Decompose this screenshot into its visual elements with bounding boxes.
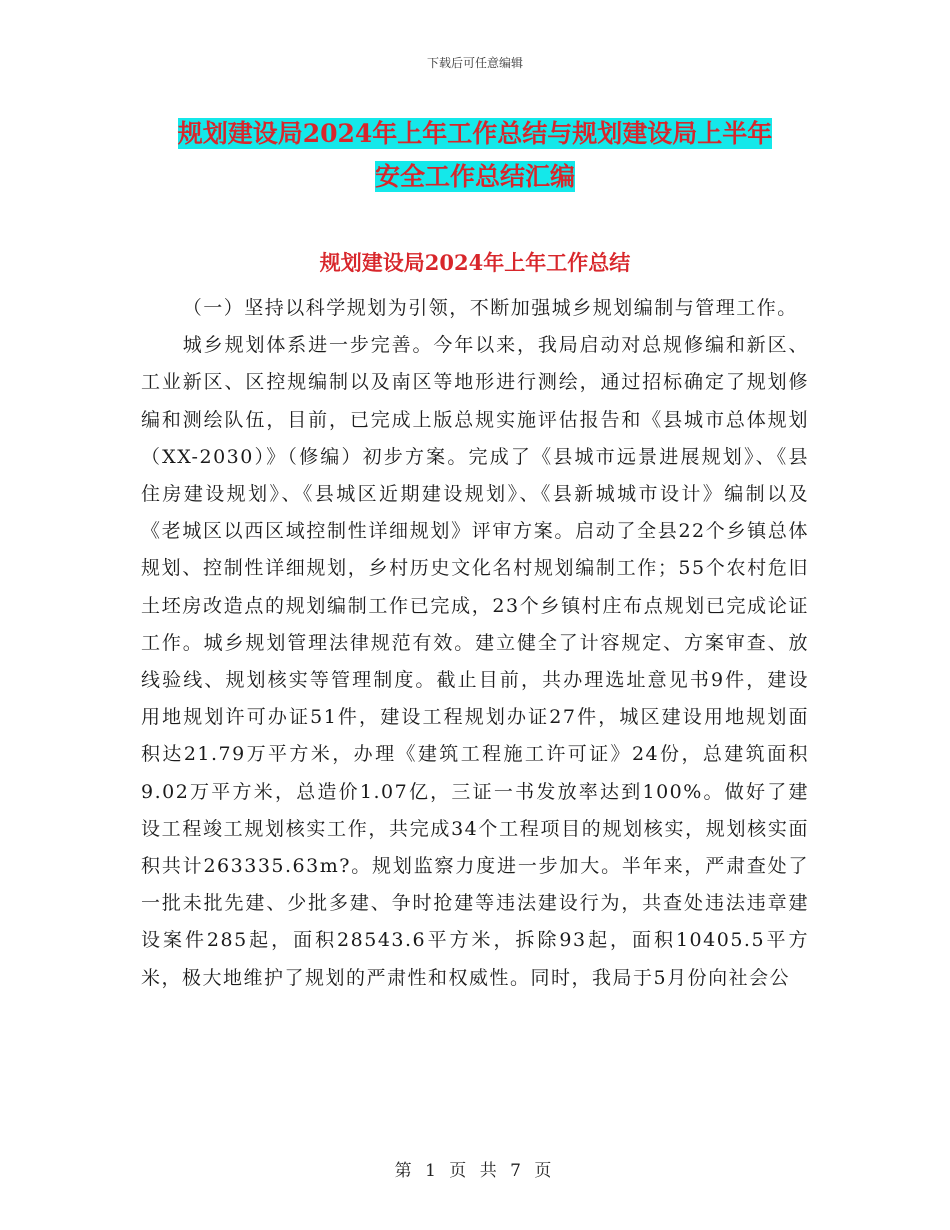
document-title <box>0 112 950 198</box>
paragraph: （一）坚持以科学规划为引领，不断加强城乡规划编制与管理工作。 <box>182 297 798 319</box>
body-text <box>141 290 809 997</box>
document-title-line-2: 安全工作总结汇编 <box>374 162 575 191</box>
paragraph: 城乡规划体系进一步完善。今年以来，我局启动对总规修编和新区、工业新区、区控规编制以及南区等地形进行测绘，通过招标确定了规划修编和测绘队伍，目前，已完成上版总规实施评估报告和《县城市总体规划（XX-2030）》（修编）初步方案。完成了《县城市远景进展规划》、《县住房建设规划》、《县城区近期建设规划》、《县新城城市设计》编制以及《老城区以西区域控制性详细规划》评审方案。启动了全县22个乡镇总体规划、控制性详细规划，乡村历史文化名村规划编制工作；55个农村危旧土坯房改造点的规划编制工作已完成，23个乡镇村庄布点规划已完成论证工作。城乡规划管理法律规范有效。建立健全了计容规定、方案审查、放线验线、规划核实等管理制度。截止目前，共办理选址意见书9件，建设用地规划许可办证51件，建设工程规划办证27件，城区建设用地规划面积达21.79万平方米，办理《建筑工程施工许可证》24份，总建筑面积9.02万平方米，总造价1.07亿，三证一书发放率达到100%。做好了建设工程竣工规划核实工作，共完成34个工程项目的规划核实，规划核实面积共计263335.63m?。规划监察力度进一步加大。半年来，严肃查处了一批未批先建、少批多建、争时抢建等违法建设行为，共查处违法违章建设案件285起，面积28543.6平方米，拆除93起，面积10405.5平方米，极大地维护了规划的严肃性和权威性。同时，我局于5月份向社会公 <box>141 334 809 989</box>
document-title-line-1: 规划建设局2024年上年工作总结与规划建设局上半年 <box>177 119 773 148</box>
header-note: 下载后可任意编辑 <box>426 56 523 70</box>
page-footer: 第 1 页 共 7 页 <box>394 1161 556 1181</box>
section-title: 规划建设局2024年上年工作总结 <box>319 250 631 275</box>
